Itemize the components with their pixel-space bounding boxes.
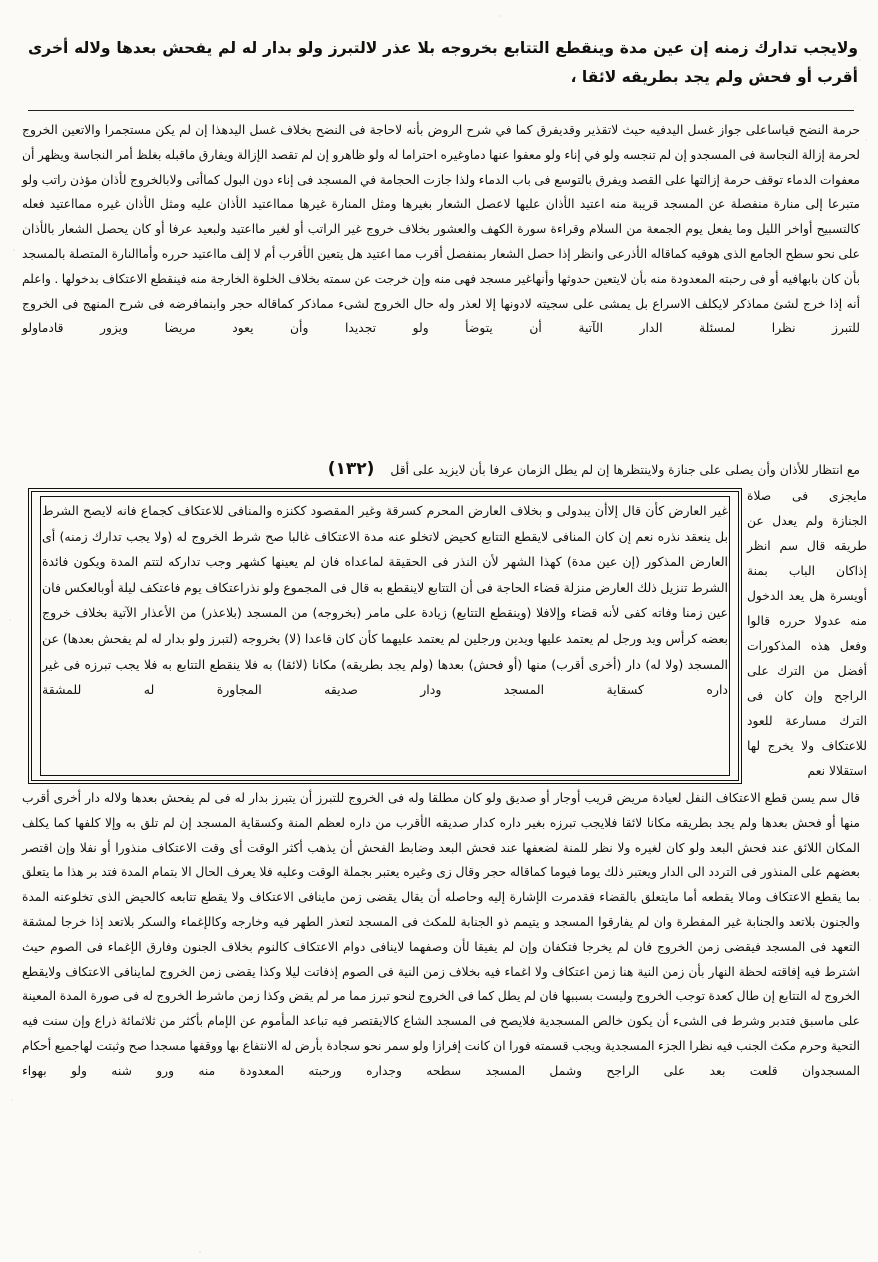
boxed-commentary-text: غير العارض كأن قال إلاأن يبدولى و بخلاف العارض المحرم كسرقة وغير المقصود ككنزه والمنافى للاعتكاف كجماع فانه لايصح الشرط بل ينعقد نذره نعم إن كان المنافى لايقطع التتابع كحيض لاتخلو عنه مدة الاعتكاف غالبا صح شرط الخروج له (ولا يجب تدارك زمنه) أى العارض المذكور (إن عين مدة) كهذا الشهر لأن النذر فى الحقيقة لماعداه فان لم يعينها كشهر وجب تداركه لتتم المدة ويكون فائدة الشرط تنزيل ذلك العارض منزلة قضاء الحاجة فى أن التتابع لاينقطع به قال فى المجموع ولو نذراعتكاف يوم فاعتكف ليلة أوبالعكس فان عين زمنا وفاته كفى لأنه قضاء وإلافلا (وينقطع التتابع) زيادة على مامر (بخروجه) من المسجد (بلاعذر) من الأعذار الآتية بخلاف خروج بعضه كرأس ويد ورجل لم يعتمد عليها ويدين ورجلين لم يعتمد عليهما كأن كان قاعدا (لا) بخروجه (لتبرز ولو بدار له لم يفحش بعدها) عن المسجد (ولا له) دار (أخرى أقرب) منها (أو فحش) بعدها (ولم يجد بطريقه) مكانا (لائقا) به فلا ينقطع التتابع به فلا يجب تبرزه فى غير داره كسقاية المسجد ودار صديقه المجاورة له للمشقة [42,503,728,698]
side-column-text: مايجزى فى صلاة الجنازة ولم يعدل عن طريقه قال سم انظر إذاكان الباب بمنة أويسرة هل يعد الدخول منه عدولا حرره قالوا وفعل هذه المذكورات أفضل من الترك على الراجح وإن كان فى الترك مسارعة للعود للاعتكاف ولا يخرج لها استقلالا نعم [747,489,867,778]
page-line-after-text: مع انتظار للأذان وأن يصلى على جنازة ولاينتظرها إن لم يطل الزمان عرفا بأن لايزيد على أقل [390,463,860,477]
commentary-bottom-paragraph: قال سم يسن قطع الاعتكاف النفل لعيادة مريض قريب أوجار أو صديق ولو كان مطلقا وله فى الخروج للتبرز أن يتبرز بدار له فى لم يفحش بعدها ولاله دار أخرى أقرب منها أو فحش بعدها ولم يجد بطريقه مكانا لائقا فلايجب تبرزه بغير داره كدار صديقه الأقرب من داره لعظم المنة وكسقاية المسجد إن لم تلق به وإلا كلفها كما يكلف المكان اللائق عند فحش البعد ولو كان لغيره ولا نظر للمنة لضعفها عند فحش البعد وضابط الفحش أن يذهب أكثر الوقت أى وقت الاعتكاف منذورا أو نفلا وإن اقتصر بعضهم على المنذور فى التردد الى الدار ويعتبر ذلك يوما فيوما كماقاله حجر وقال زى وغيره يعتبر بجملة الوقت وعليه فلا يعرف الحال الا بتمام المدة فتد بر هذا ما يتعلق بما يقطع الاعتكاف ومالا يقطعه أما مايتعلق بالقضاء فقدمرت الإشارة إليه وحاصله أن يقال يقضى زمن ماينافى الاعتكاف ولا يقطع تتابعه كالحيض الذى تخلوعنه المدة والجنون بلاتعد والجنابة غير المفطرة وان لم يفارقوا المسجد و يتيمم ذو الجنابة للمكث فى المسجد لتعذر الطهر فيه وخارجه وكالإغماء والسكر بلاتعد إذا خرجا لمشقة التعهد فى المسجد فيقضى زمن الخروج فان لم يخرجا فتكفان وإن لم يفيقا لأن وصفهما لاينافى دوام الاعتكاف كالنوم بخلاف الجنون وفارق الإغماء فى الصوم حيث اشترط فيه إفاقته لحظة النهار بأن زمن النية هنا زمن اعتكاف ولا اغماء فيه بخلاف زمن النية فى الصوم إذفاتت ليلا وكذا يقضى زمن الخروج لماينافى الاعتكاف ولايقطع الخروج له التتابع إن طال كعدة توجب الخروج وليست بسببها فان لم يطل كما فى الخروج لنحو تبرز مما مر لم يقض وكذا زمن ماشرط الخروج له فى صورة المدة المعينة على ماسبق فتدبر وشرط فى الشىء أن يكون خالص المسجدية فلايصح فى المسجد الشاع كالايقتصر فيه تباعد المأموم عن الإمام بأكثر من ثلاثمائة ذراع وإن سنت فيه التحية وحرم مكث الجنب فيه نظرا الجزء المسجدية ويجب قسمته فورا ان كانت إفرازا ولو سمر نحو سجادة بأرض له الانتفاع بها ووقفها مسجدا صح وثبتت لهاجميع أحكام المسجدوان قلعت بعد على الراجح وشمل المسجد سطحه وجداره ورحبته المعدودة منه ورو شنه ولو بهواء [22,791,860,1078]
boxed-commentary-frame [28,488,742,784]
page-number: (١٣٢) [327,459,375,479]
header-divider [28,110,854,111]
matn-header: ولايجب تدارك زمنه إن عين مدة وينقطع التتابع بخروجه بلا عذر لالتبرز ولو بدار له لم يفحش بعدها ولاله أخرى أقرب أو فحش ولم يجد بطريقه لائقا ، [28,39,858,86]
page-number-line [22,456,860,482]
commentary-top-paragraph: حرمة النضح قياساعلى جواز غسل اليدفيه حيث لاتقذير وقديفرق كما في شرح الروض بأنه لاحاجة فى النضح بخلاف غسل اليدهذا إن لم يكن مستجمرا والاتعين الخروج لحرمة إزالة النجاسة فى المسجدو إن لم تنجسه ولو في إناء ولو معفوا عنها دماوغيره احتراما له ولو ظاهرو إن لم تقصد الإزالة ويفارق ماقبله بغلظ أمر النجاسة ويظهر أن معفوات الدماء توقف حرمة إزالتها على القصد ويفرق بالتوسع فى باب الدماء ولذا جازت الحجامة في المسجد فى إناء دون البول كماأتى ولابالخروج لأذان مؤذن راتب ولو متبرعا إلى منارة منفصلة عن المسجد قريبة منه اعتيد الأذان عليها لاعصل الشعار بغيرها ومثل المنارة غيرها ممااعتيد الأذان عليه ومثل الأذان غيره ممااعتيد فعله كالتسبيح أواخر الليل وما يفعل يوم الجمعة من السلام وقراءة سورة الكهف والعشور بخلاف خروج غير الراتب أو لغير مااعتيد ولبعيد عرفا أو كان يحصل الشعار بالأذان على نحو سطح الجامع الذى هوفيه كماقاله الأذرعى وانظر إذا حصل الشعار بمنفصل أقرب مما اعتيد هل يتعين الأقرب أم لا إلف مااعتيد حرره وأماالنارة المتصلة بالمسجد بأن كان بابهافيه أو فى رحبته المعدودة منه بأن لايتعين حدوثها وأنهاغير مسجد فهى منه وإن خرجت عن سمته بخلاف الخلوة الخارجة منه فينقطع الاعتكاف بدخولها . واعلم أنه إذا خرج لشئ مماذكر لايكلف الاسراع بل يمشى على سجيته لادونها إلا لعذر وله حال الخروج لشىء مماذكر كماقاله حجر وابنمافرضه فى شرح المنهج فى الخروج للتبرز نظرا لمسئلة الدار الآتية أن يتوضأ ولو تجديدا وأن يعود مريضا ويزور قادماولو [22,123,860,336]
